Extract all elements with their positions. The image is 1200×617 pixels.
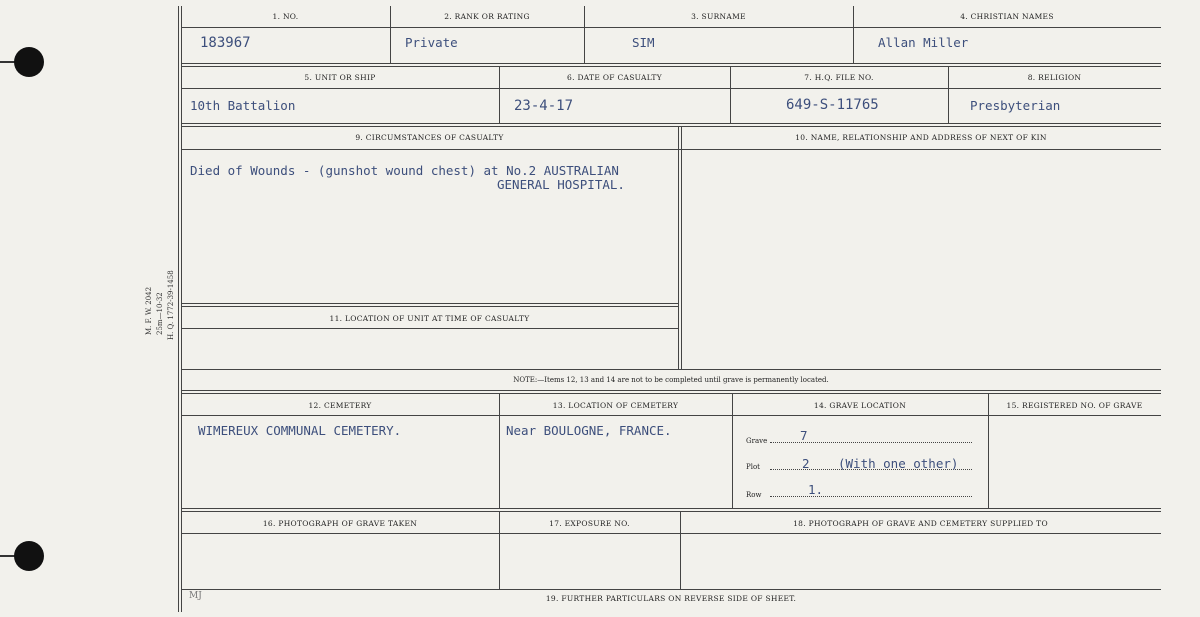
binder-hole-top: [14, 47, 44, 77]
header-date: 6. DATE OF CASUALTY: [567, 73, 662, 82]
header-circumstances: 9. CIRCUMSTANCES OF CASUALTY: [355, 133, 504, 142]
header-grave-location: 14. GRAVE LOCATION: [813, 401, 907, 410]
rule: [181, 533, 1161, 534]
hq-file-value: 649-S-11765: [786, 97, 879, 113]
row-line: [770, 496, 972, 497]
header-christian-names: 4. CHRISTIAN NAMES: [960, 12, 1054, 21]
col-divider: [681, 126, 682, 369]
unit-value: 10th Battalion: [190, 98, 296, 113]
footer-further-particulars: 19. FURTHER PARTICULARS ON REVERSE SIDE OF SHEET.: [545, 594, 797, 603]
plot-label: Plot: [746, 463, 760, 471]
rule: [181, 88, 1161, 89]
header-exposure-no: 17. EXPOSURE NO.: [549, 519, 630, 528]
grave-label: Grave: [746, 437, 768, 445]
service-number: 183967: [200, 35, 251, 51]
header-no: 1. NO.: [272, 12, 299, 21]
row-value: 1.: [808, 482, 824, 497]
plot-note: (With one other): [838, 456, 959, 471]
circumstances-line-1: Died of Wounds - (gunshot wound chest) at No.2 AUSTRALIAN: [190, 163, 619, 178]
header-cemetery: 12. CEMETERY: [308, 401, 372, 410]
col-divider: [732, 393, 733, 508]
date-value: 23-4-17: [514, 98, 574, 114]
col-divider: [499, 393, 500, 508]
plot-value: 2: [802, 456, 810, 471]
circumstances-line-2: GENERAL HOSPITAL.: [497, 177, 625, 192]
note-text: NOTE:—Items 12, 13 and 14 are not to be completed until grave is permanently located.: [513, 376, 829, 384]
clerk-initials: MJ: [189, 591, 202, 601]
print-run: 25m—10-32: [156, 292, 164, 335]
location-of-cemetery-value: Near BOULOGNE, FRANCE.: [506, 423, 672, 438]
rule: [181, 328, 678, 329]
rule: [181, 66, 1161, 67]
header-photograph-supplied: 18. PHOTOGRAPH OF GRAVE AND CEMETERY SUPPLIED TO: [793, 519, 1048, 528]
rule: [181, 149, 1161, 150]
rule: [181, 63, 1161, 64]
header-registered-no: 15. REGISTERED NO. OF GRAVE: [1006, 401, 1143, 410]
header-rank: 2. RANK OR RATING: [444, 12, 530, 21]
header-location-of-unit: 11. LOCATION OF UNIT AT TIME OF CASUALTY: [329, 314, 530, 323]
rule: [181, 369, 1161, 370]
rule: [181, 390, 1161, 391]
header-next-of-kin: 10. NAME, RELATIONSHIP AND ADDRESS OF NEXT OF KIN: [795, 133, 1047, 142]
rule: [181, 303, 678, 304]
christian-names-value: Allan Miller: [878, 35, 969, 50]
rule: [181, 306, 678, 307]
header-surname: 3. SURNAME: [691, 12, 746, 21]
rule: [181, 508, 1161, 509]
rule: [181, 393, 1161, 394]
header-location-of-cemetery: 13. LOCATION OF CEMETERY: [552, 401, 679, 410]
religion-value: Presbyterian: [970, 98, 1061, 113]
form-number: M. F. W. 2042: [145, 286, 153, 335]
rule: [181, 123, 1161, 124]
header-religion: 8. RELIGION: [1027, 73, 1082, 82]
col-divider: [988, 393, 989, 508]
row-label: Row: [746, 491, 762, 499]
rule: [181, 415, 1161, 416]
rule: [181, 589, 1161, 590]
header-unit: 5. UNIT OR SHIP: [304, 73, 376, 82]
binder-hole-bottom: [14, 541, 44, 571]
col-divider: [678, 126, 679, 369]
rank-value: Private: [405, 35, 458, 50]
left-border: [178, 6, 179, 612]
surname-value: SIM: [632, 35, 655, 50]
grave-value: 7: [800, 428, 808, 443]
rule: [181, 126, 1161, 127]
header-photograph-taken: 16. PHOTOGRAPH OF GRAVE TAKEN: [262, 519, 418, 528]
header-hq-file: 7. H.Q. FILE NO.: [804, 73, 874, 82]
rule: [181, 27, 1161, 28]
hq-code: H. Q. 1772-39-1458: [167, 270, 175, 340]
rule: [181, 511, 1161, 512]
cemetery-value: WIMEREUX COMMUNAL CEMETERY.: [198, 423, 402, 438]
